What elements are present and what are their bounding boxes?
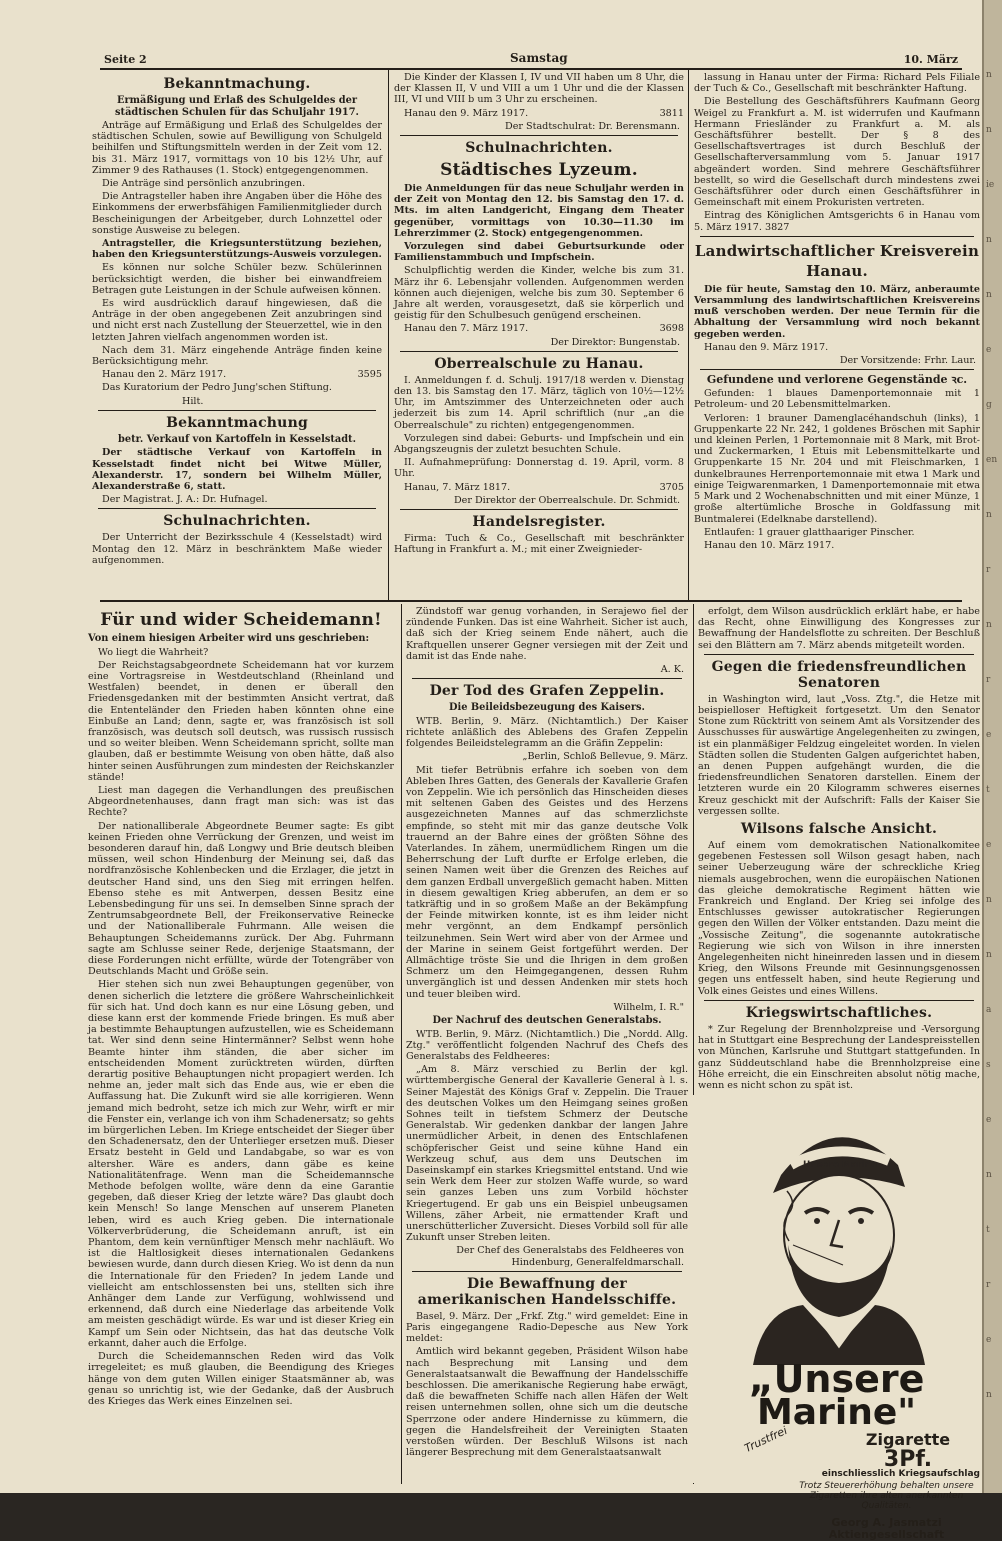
heading: Handelsregister. <box>472 514 606 531</box>
paragraph: erfolgt, dem Wilson ausdrücklich erklärt habe, er habe das Recht, ohne Einwilligung des Kongresses zur Bewaffnung der Handelsflotte zu schreiten. Der Beschluß sei den Blättern am 7. März abends mitgeteilt worden. <box>698 606 980 651</box>
edge-fragment: en <box>986 455 998 465</box>
heading: Schulnachrichten. <box>163 513 311 530</box>
paragraph: Die Bestellung des Geschäftsführers Kaufmann Georg Weigel zu Frankfurt a. M. ist widerrufen und Kaufmann Hermann Friesländer zu Frankfurt a. M. als Geschäftsführer bestellt. Der § 8 des Gesellschaftsvertrages ist durch Beschluß der Gesellschafterversammlung vom 5. Januar 1917 abgeändert worden. Sind mehrere Geschäftsführer bestellt, so wird die Gesellschaft durch mindestens zwei Geschäftsführer oder durch einen Geschäftsführer in Gemeinschaft mit einem Prokuristen vertreten. <box>694 96 980 209</box>
divider <box>98 410 376 411</box>
paragraph: Es wird ausdrücklich darauf hingewiesen, daß die Anträge in der oben angegebenen Zeit anzubringen sind und nicht erst nach Zustellung der Steuerzettel, wie in den letzten Jahren vielfach angenommen worden ist. <box>92 298 382 343</box>
paragraph: Die Anmeldungen für das neue Schuljahr werden in der Zeit von Montag den 12. bis Samstag den 17. d. Mts. im alten Landgericht, Eingang dem Theater gegenüber, vormittags von 10.30—11.30 im Lehrerzimmer (2. Stock) entgegengenommen. <box>394 183 684 239</box>
tax-note: einschliesslich Kriegsaufschlag <box>821 1469 980 1479</box>
edge-text-lines <box>984 70 1002 1401</box>
heading: Oberrealschule zu Hanau. <box>434 355 644 372</box>
paragraph: Firma: Tuch & Co., Gesellschaft mit beschränkter Haftung in Frankfurt a. M.; mit einer Zweignieder- <box>394 533 684 556</box>
heading: Kriegswirtschaftliches. <box>745 1004 933 1021</box>
company-name <box>793 1517 980 1541</box>
section-rule <box>100 600 962 602</box>
paragraph: I. Anmeldungen f. d. Schulj. 1917/18 werden v. Dienstag den 13. bis Samstag den 17. März, täglich von 10½—12½ Uhr, im Amtszimmer des Unterzeichneten oder auch jederzeit bis zum 14. April schriftlich (nur „an die Oberrealschule" zu richten) entgegengenommen. <box>394 374 684 431</box>
edge-fragment: n <box>986 290 992 300</box>
subheading: Ermäßigung und Erlaß des Schulgeldes der städtischen Schulen für das Schuljahr 1917. <box>115 95 359 118</box>
edge-fragment: ie <box>986 180 995 190</box>
dateline: Hanau den 9. März 1917. <box>704 341 829 353</box>
divider <box>700 236 974 237</box>
dateline-text: Hanau, 7. März 1817. <box>404 481 511 493</box>
edge-fragment: e <box>986 1115 992 1125</box>
divider <box>412 1271 682 1272</box>
paragraph: „Am 8. März verschied zu Berlin der kgl. württembergische General der Kavallerie General à l. s. Seiner Majestät des Königs Graf v. Zeppelin. Die Trauer des deutschen Volkes um den Heimgang seines großen Sohnes teilt in tiefstem Schmerz der Deutsche Generalstab. Wir gedenken dankbar der langen Jahre unermüdlicher Arbeit, in denen des Entschlafenen schöpferischer Geist und seine kühne Hand ein Werkzeug schuf, aus dem uns Deutschen im Daseinskampf ein starkes Kriegsmittel entstand. Und wie sein Werk dem Heer zur stolzen Waffe wurde, so ward sein ganzes Leben uns zum Vorbild höchster Kriegertugend. Er gab uns ein Beispiel unbeugsamen Willens, zäher Arbeit, nie ermattender Kraft und unerschütterlicher Zuversicht. Dieses Vorbild soll für alle Zukunft unser Streben leiten. <box>406 1064 688 1244</box>
paragraph-text: Eintrag des Königlichen Amtsgerichts 6 in Hanau vom 5. März 1917. <box>694 210 980 233</box>
subheading: betr. Verkauf von Kartoffeln in Kesselstadt. <box>118 433 356 445</box>
paragraph: WTB. Berlin, 9. März. (Nichtamtlich.) Die „Nordd. Allg. Ztg." veröffentlicht folgenden Nachruf des Chefs des Generalstabs des Feldheeres: <box>406 1028 688 1062</box>
paragraph: Entlaufen: 1 grauer glatthaariger Pinscher. <box>704 526 915 538</box>
paragraph: Gefunden: 1 blaues Damenportemonnaie mit 1 Petroleum- und 20 Lebensmittelmarken. <box>694 388 980 411</box>
quality-note: Trotz Steuererhöhung behalten unsere Zigaretten ihre alten anerkannten Qualitäten. <box>799 1481 974 1511</box>
signature: Der Direktor der Oberrealschule. Dr. Schmidt. <box>453 494 680 506</box>
dateline: Hanau den 10. März 1917. <box>704 539 835 551</box>
paragraph: Zündstoff war genug vorhanden, in Serajewo fiel der zündende Funken. Das ist eine Wahrheit. Sicher ist auch, daß sich der Krieg seinem Ende nähert, auch die Kraftquellen unserer Gegner versiegen mit der Zeit und damit ist das Ende nahe. <box>406 606 688 662</box>
bottom-column-3 <box>698 606 980 1091</box>
paragraph: Durch die Scheidemannschen Reden wird das Volk irregeleitet; es muß glauben, die Beendigung des Krieges hänge von dem guten Willen einiger Staatsmänner ab, was genau so unrichtig ist, wie der Gedanke, daß der Ausbruch des Krieges das Werk eines Einzelnen sei. <box>88 1351 394 1407</box>
edge-fragment: g <box>986 400 992 410</box>
dateline-text: Hanau den 7. März 1917. <box>404 323 529 335</box>
heading: Gegen die friedensfreundlichen Senatoren <box>711 658 967 691</box>
edge-fragment: r <box>986 1280 991 1290</box>
edge-fragment: n <box>986 1170 992 1180</box>
paragraph: Mit tiefer Betrübnis erfahre ich soeben von dem Ableben Ihres Gatten, des Generals der Kavallerie Grafen von Zeppelin. Wie ich persönlich das Hinscheiden dieses mit seltenen Gaben des Geistes und des Herzens ausgezeichneten Mannes auf das schmerzlichste empfinde, so steht mit mir das ganze deutsche Volk trauernd an der Bahre eines der größten Söhne des Vaterlandes. In zähem, unermüdlichem Ringen um die Beherrschung der Luft durfte er Erfolge erleben, die seinen Namen weit über die Grenzen des Reiches auf dem ganzen Erdball unvergeßlich gemacht haben. Mitten in diesem gewaltigen Krieg abberufen, an dem er so tatkräftig und in so großem Maße an der Bekämpfung der Feinde mitwirken konnte, ist es ihm leider nicht mehr vergönnt, an dem Endkampf persönlich teilzunehmen. Sein Wert wird aber von der Armee und der Marine in seinem Geist fortgeführt werden. Der Allmächtige tröste Sie und die Ihrigen in dem großen Schmerz um den Heimgegangenen, dessen Ruhm unvergänglich ist und dessen Andenken mir stets hoch und teuer bleiben wird. <box>406 764 688 1000</box>
edge-fragment: e <box>986 840 992 850</box>
cigarette-advertisement <box>693 1095 980 1541</box>
ad-number: 3811 <box>659 107 684 119</box>
subheading: Die Beileidsbezeugung des Kaisers. <box>449 702 645 714</box>
edge-fragment: n <box>986 125 992 135</box>
paragraph: Schulpflichtig werden die Kinder, welche bis zum 31. März ihr 6. Lebensjahr vollenden. Aufgenommen werden können auch diejenigen, welche bis zum 30. September 6 Jahre alt werden, vorausgesetzt, daß sie körperlich und geistig für den Schulbesuch genügend erscheinen. <box>394 265 684 322</box>
paragraph: Nach dem 31. März eingehende Anträge finden keine Berücksichtigung mehr. <box>92 344 382 368</box>
page-number: Seite 2 <box>104 53 147 66</box>
edge-fragment: n <box>986 620 992 630</box>
header-day: Samstag <box>510 51 568 65</box>
signature: Der Stadtschulrat: Dr. Berensmann. <box>505 120 680 132</box>
edge-fragment: e <box>986 1335 992 1345</box>
signature: Der Direktor: Bungenstab. <box>550 336 680 348</box>
brand-name-line1: „Unsere <box>748 1357 925 1401</box>
divider <box>412 678 682 679</box>
heading: Gefundene und verlorene Gegenstände ꝛc. <box>706 373 968 387</box>
paragraph: „Berlin, Schloß Bellevue, 9. März. <box>522 751 688 763</box>
edge-fragment: e <box>986 730 992 740</box>
subheading: Der Nachruf des deutschen Generalstabs. <box>432 1015 662 1026</box>
signature-name: Hilt. <box>182 395 204 407</box>
paragraph: lassung in Hanau unter der Firma: Richard Pels Filiale der Tuch & Co., Gesellschaft mit beschränkter Haftung. <box>694 72 980 95</box>
dateline-text: Hanau den 2. März 1917. <box>102 369 227 381</box>
divider <box>400 135 678 136</box>
heading: Bekanntmachung. <box>163 76 311 92</box>
brand-name-line2: Marine" <box>756 1392 916 1433</box>
edge-fragment: n <box>986 235 992 245</box>
edge-fragment: s <box>986 1060 991 1070</box>
paragraph: Der Reichstagsabgeordnete Scheidemann hat vor kurzem eine Vortragsreise in Westdeutschland (Rheinland und Westfalen) beendet, in denen er überall den Friedensgedanken mit der bestimmten Ansicht vertrat, daß die Ententeländer den Frieden haben könnten ohne eine Einbuße an Land; denn, sagte er, was französisch ist soll französisch, was deutsch soll deutsch, was russisch russisch und so weiter bleiben. Wenn Scheidemann spricht, sollte man glauben, daß er bestimmte Weisung von oben hätte, daß also hinter seinen Ausführungen zum mindesten der Reichskanzler stände! <box>88 659 394 783</box>
divider <box>700 369 974 370</box>
paragraph: Liest man dagegen die Verhandlungen des preußischen Abgeordnetenhauses, dann fragt man sich: was ist das Rechte? <box>88 784 394 819</box>
page-header <box>100 50 962 70</box>
product-type: Zigarette <box>865 1430 951 1449</box>
heading: Für und wider Scheidemann! <box>100 610 382 630</box>
dateline <box>394 108 684 119</box>
ad-number: 3705 <box>659 481 684 493</box>
heading: Der Tod des Grafen Zeppelin. <box>429 683 665 700</box>
paragraph: Vorzulegen sind dabei Geburtsurkunde oder Familienstammbuch und Impfschein. <box>394 241 684 264</box>
bottom-column-1 <box>88 606 394 1486</box>
paragraph: Der städtische Verkauf von Kartoffeln in Kesselstadt findet nicht bei Witwe Müller, Alexanderstr. 17, sondern bei Wilhelm Müller, Alexanderstraße 6, statt. <box>92 447 382 492</box>
bottom-column-2 <box>406 606 688 1486</box>
adjacent-page-edge <box>982 0 1002 1493</box>
top-column-2 <box>394 72 684 598</box>
paragraph: Auf einem vom demokratischen Nationalkomitee gegebenen Festessen soll Wilson gesagt haben, nach seiner Ueberzeugung wäre der schreckliche Krieg niemals ausgebrochen, wenn die europäischen Nationen das gleiche demokratische Regiment hätten wie Frankreich und England. Der Krieg sei infolge des Entschlusses gewisser autokratischer Regierungen gegen den Willen der Völker entstanden. Dazu meint die „Vossische Zeitung", die sogenannte autokratische Regierung wie sich von Wilson in ihre innersten Angelegenheiten nicht hineinreden lassen und in diesem Krieg, den Wilsons Freunde mit Gesinnungsgenossen gegen uns entfesselt haben, sind heute Regierung und Volk eines Geistes und eines Willens. <box>698 840 980 997</box>
heading: Schulnachrichten. <box>465 140 613 157</box>
edge-fragment: a <box>986 1005 992 1015</box>
dateline <box>394 323 684 334</box>
paragraph: Vorzulegen sind dabei: Geburts- und Impfschein und ein Abgangszeugnis der zuletzt besuchten Schule. <box>394 432 684 456</box>
paragraph: Die für heute, Samstag den 10. März, anberaumte Versammlung des landwirtschaftlichen Kreisvereins muß verschoben werden. Der neue Termin für die Abhaltung der Versammlung wird noch bekannt gegeben werden. <box>694 283 980 340</box>
paragraph: II. Aufnahmeprüfung: Donnerstag d. 19. April, vorm. 8 Uhr. <box>394 457 684 480</box>
paragraph: in Washington wird, laut „Voss. Ztg.", die Hetze mit beispielloser Heftigkeit fortgesetzt. Um den Senator Stone zum Rücktritt von seinem Amt als Vorsitzender des Ausschusses für auswärtige Angelegenheiten zu zwingen, ist ein planmäßiger Feldzug eingeleitet worden. In vielen Städten sollen die Studenten Galgen aufgerichtet haben, an denen Puppen aufgehängt wurden, die die friedensfreundlichen Senatoren darstellen. Einem der letzteren wurde ein 20 Kilogramm schweres eisernes Kreuz geschickt mit der Aufschrift: Falls der Kaiser Sie vergessen sollte. <box>698 693 980 817</box>
divider <box>98 508 376 509</box>
paragraph: Wo liegt die Wahrheit? <box>98 646 209 658</box>
sailor-illustration <box>693 1095 980 1365</box>
paragraph: Die Anträge sind persönlich anzubringen. <box>102 178 306 190</box>
paragraph: Antragsteller, die Kriegsunterstützung beziehen, haben den Kriegsunterstützungs-Ausweis vorzulegen. <box>92 238 382 261</box>
edge-fragment: n <box>986 895 992 905</box>
top-column-3 <box>694 72 980 598</box>
paragraph: WTB. Berlin, 9. März. (Nichtamtlich.) Der Kaiser richtete anläßlich des Ablebens des Grafen Zeppelin folgendes Beileidstelegramm an die Gräfin Zeppelin: <box>406 715 688 750</box>
edge-fragment: n <box>986 1390 992 1400</box>
ad-number: 3595 <box>357 369 382 381</box>
divider <box>400 509 678 510</box>
divider <box>400 351 678 352</box>
column-rule <box>388 70 389 600</box>
divider <box>704 1000 974 1001</box>
company-line2: Aktiengesellschaft <box>828 1528 945 1541</box>
column-rule <box>688 70 689 600</box>
heading: Die Bewaffnung der amerikanischen Handelsschiffe. <box>417 1275 677 1308</box>
top-column-1 <box>92 72 382 598</box>
edge-fragment: t <box>986 785 990 795</box>
signature: Der Magistrat. J. A.: Dr. Hufnagel. <box>102 494 268 506</box>
subheading: Von einem hiesigen Arbeiter wird uns geschrieben: <box>88 633 370 644</box>
ad-number: 3698 <box>659 323 684 335</box>
heading: Städtisches Lyzeum. <box>440 160 638 181</box>
edge-fragment: n <box>986 510 992 520</box>
divider <box>704 654 974 655</box>
paragraph: Die Kinder der Klassen I, IV und VII haben um 8 Uhr, die der Klassen II, V und VIII a um 1 Uhr und die der Klassen III, VI und VIII b um 3 Uhr zu erscheinen. <box>394 72 684 106</box>
signature: Der Vorsitzende: Frhr. Laur. <box>839 355 976 367</box>
edge-fragment: n <box>986 70 992 80</box>
ad-number: 3827 <box>764 221 790 233</box>
price: 3Pf. <box>883 1447 933 1472</box>
edge-fragment: r <box>986 565 991 575</box>
edge-fragment: r <box>986 675 991 685</box>
trustfrei-label: Trustfrei <box>742 1423 790 1456</box>
paragraph: Es können nur solche Schüler bezw. Schülerinnen berücksichtigt werden, die bisher bei einwandfreiem Betragen gute Leistungen in der Schule aufweisen können. <box>92 262 382 296</box>
dateline-text: Hanau den 9. März 1917. <box>404 107 529 119</box>
signature: Der Chef des Generalstabs des Feldheeres von Hindenburg, Generalfeldmarschall. <box>456 1245 684 1268</box>
cap-band-text: Unsere Marine <box>803 1160 877 1170</box>
edge-fragment: n <box>986 950 992 960</box>
dateline <box>92 369 382 380</box>
paragraph: Hier stehen sich nun zwei Behauptungen gegenüber, von denen sicherlich die letztere die größere Wahrscheinlichkeit für sich hat. Und doch kann es nur eine Lösung geben, und diese kann erst der kommende Friede bringen. Es muß aber ja bestimmte Behauptungen aufzustellen, wie es Scheidemann tat. Wer sind denn seine Hintermänner? Selbst wenn hohe Beamte hinter ihm ständen, die aber sicher im entscheidenden Moment zurücktreten würden, dürften derartig positive Behauptungen nicht propagiert werden. Ich nehme an, jeder malt sich das Ende aus, wie er eben die Auffassung hat. Die Zukunft wird sie alle korrigieren. Wenn jemand mich bedroht, setze ich mich zur Wehr, wirft er mir die Fenster ein, verlange ich von ihm Schadenersatz; so gehts im bürgerlichen Leben. Im Kriege entscheidet der Sieger über den Schadenersatz, den der Unterlieger ersetzen muß. Dieser Ersatz besteht in Geld und Landabgabe, so war es von altersher. Wäre es anders, dann gäbe es keine Nationalitätenfrage. Wenn man die Scheidemannsche Methode befolgen wollte, wäre denn da eine Garantie gegeben, daß dieser Krieg der letzte wäre? Das glaubt doch kein Mensch! So lange Menschen auf unserem Planeten leben, wird es auch Krieg geben. Die internationale Völkerverbrüderung, die Scheidemann anruft, ist ein Phantom, dem kein vernünftiger Mensch mehr nachläuft. Wo ist die Haltlosigkeit dieses internationalen Gedankens bewiesen wurde, dann durch diesen Krieg. Wo ist denn da nun die Internationale für den Frieden? In jedem Lande und vielleicht am entschlossensten bei uns, stellten sich ihre Anhänger dem Lande zur Verfügung, wohlwissend und erkennend, daß durch eine Niederlage das arbeitende Volk am meisten geschädigt würde. Es war und ist dieser Krieg ein Kampf um Sein oder Nichtsein, das hat das deutsche Volk erkannt, daher auch die Erfolge. <box>88 979 394 1349</box>
signature: Wilhelm, I. R." <box>613 1001 684 1013</box>
signature: Das Kuratorium der Pedro Jung'schen Stiftung. <box>102 382 332 394</box>
dateline <box>394 482 684 493</box>
paragraph: Der Unterricht der Bezirksschule 4 (Kesselstadt) wird Montag den 12. März in beschränktem Maße wieder aufgenommen. <box>92 532 382 566</box>
paragraph: Verloren: 1 brauner Damenglacéhandschuh (links), 1 Gruppenkarte 22 Nr. 242, 1 goldenes Bröschen mit Saphir und kleinen Perlen, 1 Portemonnaie mit 8 Mark, mit Brot- und Zuckermarken, 1 Etuis mit Lebensmittelkarte und Gruppenkarte 15 Nr. 204 und mit Fleischmarken, 1 dunkelbraunes Herrenportemonnaie mit etwa 1 Mark und einige Teigwarenmarken, 1 Damenportemonnaie mit etwa 5 Mark und 2 Wochenabschnitten und mit einer Münze, 1 große altertümliche Brosche in Goldfassung mit Buntmalerei (Edelknabe darstellend). <box>694 412 980 525</box>
heading: Bekanntmachung <box>166 414 308 431</box>
paragraph: Der nationalliberale Abgeordnete Beumer sagte: Es gibt keinen Frieden ohne Verrückung der Grenzen, und weist im besonderen darauf hin, daß Longwy und Brie deutsch bleiben müssen, weil schon Hindenburg der Meinung sei, daß das nordfranzösische Kohlenbecken und die Erzlager, die jetzt in deutscher Hand sind, uns den Sieg mit erringen helfen. Ebenso stehe es mit Antwerpen, dessen Besitz eine Lebensbedingung für uns sei. In demselben Sinne sprach der Zentrumsabgeordnete Bell, der Freikonservative Reinecke und der Nationalliberale Fuhrmann. Alle weisen die Behauptungen Scheidemanns zurück. Der Abg. Fuhrmann sagte am Schlusse seiner Rede, derjenige Staatsmann, der diese Forderungen nicht erfüllte, würde der Totengräber von Deutschlands Macht und Größe sein. <box>88 820 394 978</box>
heading: Landwirtschaftlicher Kreisverein Hanau. <box>694 241 980 280</box>
paragraph <box>694 210 980 232</box>
paragraph: Amtlich wird bekannt gegeben, Präsident Wilson habe nach Besprechung mit Lansing und dem Generalstaatsanwalt die Bewaffnung der Handelsschiffe beschlossen. Die amerikanische Regierung habe erwägt, daß die bewaffneten Schiffe nach allen Häfen der Welt reisen unternehmen sollen, ohne sich um die deutsche Sperrzone oder andere Hindernisse zu kümmern, die gegen die Handelsfreiheit der Vereinigten Staaten verstoßen würden. Der Beschluß Wilsons ist nach längerer Besprechung mit dem Generalstaatsanwalt <box>406 1346 688 1459</box>
paragraph: Anträge auf Ermäßigung und Erlaß des Schulgeldes der städtischen Schulen, sowie auf Bewilligung von Schulgeld beihilfen und Stiftungsmitteln werden in der Zeit vom 12. bis 31. März 1917, vormittags von 10 bis 12½ Uhr, auf Zimmer 9 des Rathauses (1. Stock) entgegengenommen. <box>92 120 382 176</box>
column-rule <box>401 604 402 1484</box>
company-line1: Georg A. Jasmatzi <box>831 1516 942 1529</box>
paragraph: Basel, 9. März. Der „Frkf. Ztg." wird gemeldet: Eine in Paris eingegangene Radio-Depesche aus New York meldet: <box>406 1310 688 1345</box>
edge-fragment: e <box>986 345 992 355</box>
paragraph: Die Antragsteller haben ihre Angaben über die Höhe des Einkommens der erwerbsfähigen Familienmitglieder durch Bescheinigungen der Arbeitgeber, durch Lohnzettel oder sonstige Ausweise zu belegen. <box>92 191 382 236</box>
signature: A. K. <box>660 664 684 676</box>
heading: Wilsons falsche Ansicht. <box>740 821 938 838</box>
header-date: 10. März <box>903 53 958 66</box>
paragraph: * Zur Regelung der Brennholzpreise und -Versorgung hat in Stuttgart eine Besprechung der Landespreisstellen von München, Karlsruhe und Stuttgart stattgefunden. In ganz Süddeutschland habe die Brennholzpreise eine Höhe erreicht, die ein Einschreiten absolut nötig mache, wenn es nicht schon zu spät ist. <box>698 1023 980 1091</box>
edge-fragment: t <box>986 1225 990 1235</box>
